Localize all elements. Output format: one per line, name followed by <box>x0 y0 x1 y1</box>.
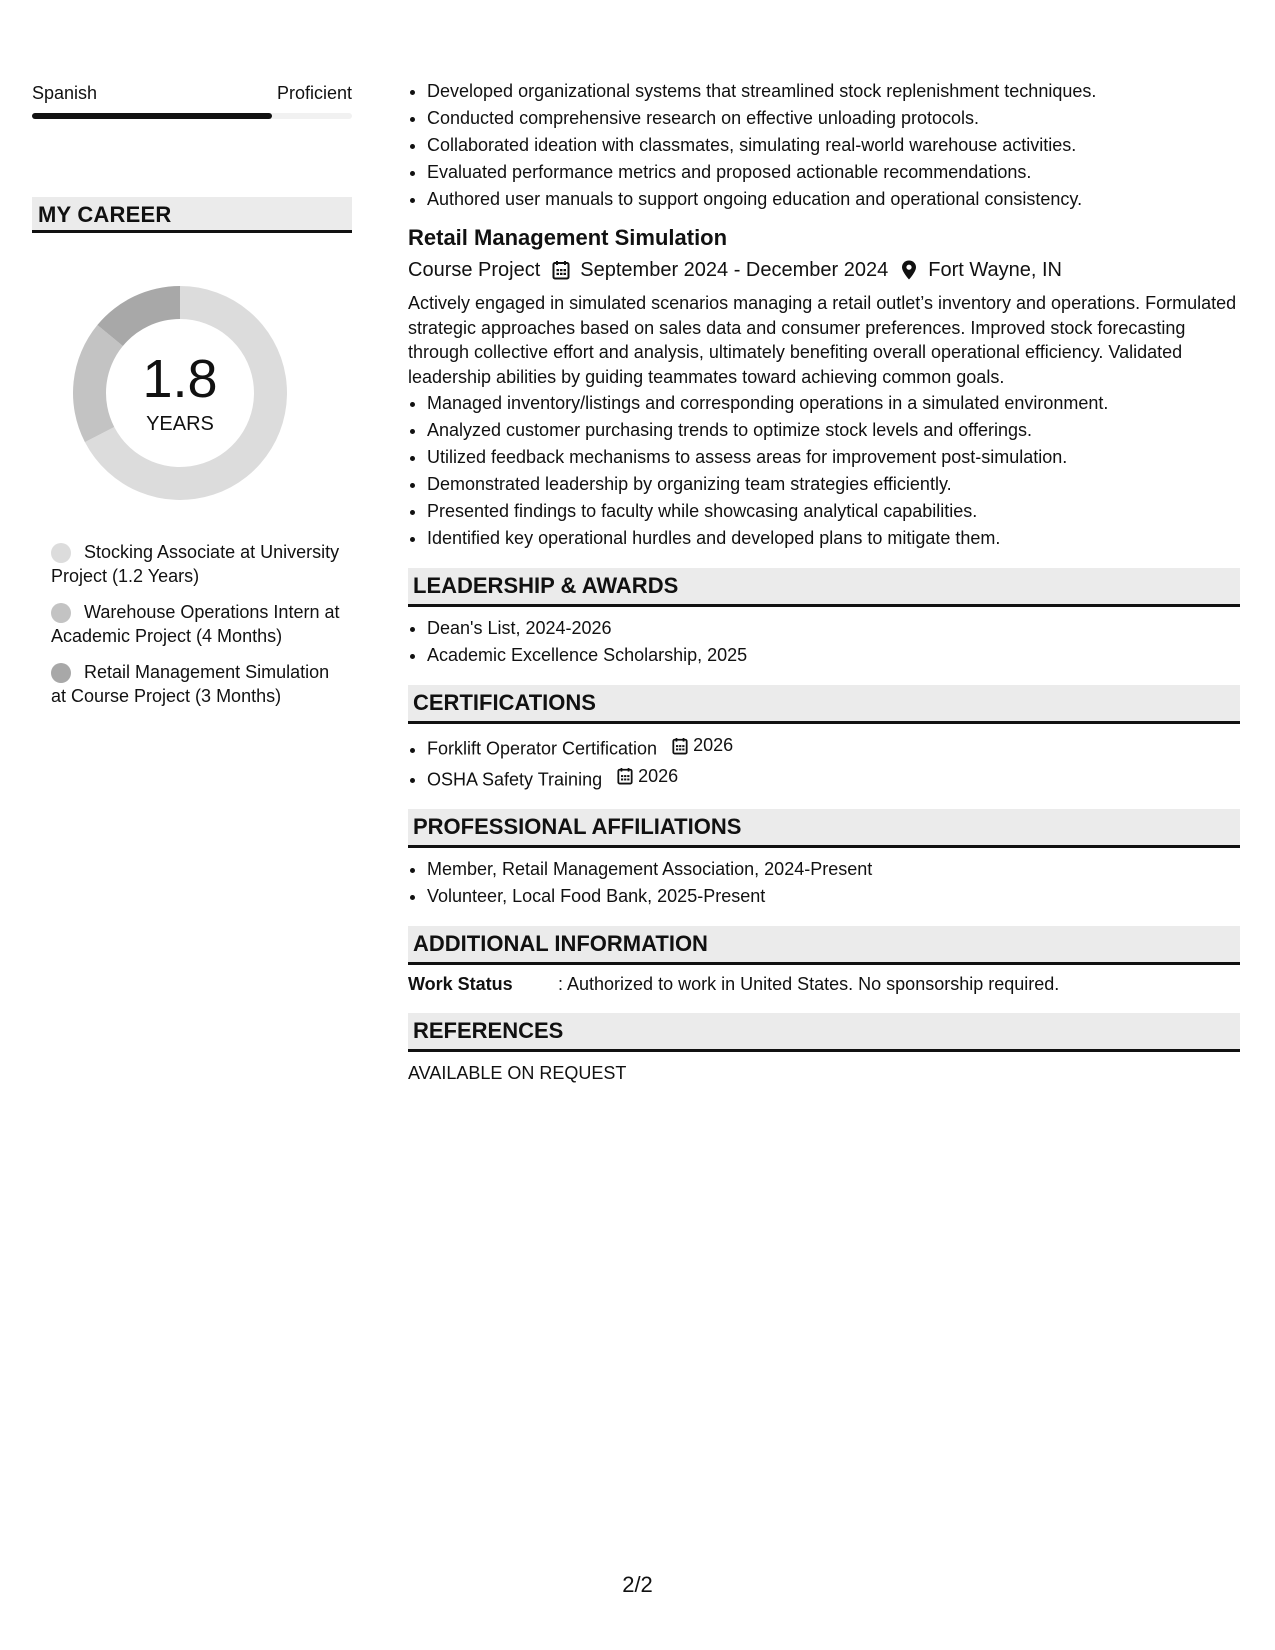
legend-item <box>51 540 341 588</box>
affiliations-section-header <box>408 809 1240 848</box>
career-total-unit: YEARS <box>146 413 214 435</box>
language-row <box>32 80 352 106</box>
certification-name: OSHA Safety Training <box>427 769 603 789</box>
certifications-section-header <box>408 685 1240 724</box>
certification-year-text: 2026 <box>638 765 679 786</box>
list-item: • Presented findings to faculty while showcasing analytical capabilities. <box>427 498 1240 525</box>
career-donut-chart <box>67 280 293 506</box>
list-item: • Identified key operational hurdles and developed plans to mitigate them. <box>427 525 1240 552</box>
list-item: • Dean's List, 2024-2026 <box>427 615 1240 642</box>
list-item: • Volunteer, Local Food Bank, 2025-Present <box>427 883 1240 910</box>
affiliations-list <box>408 856 1240 910</box>
certification-year <box>617 763 678 790</box>
section-title: LEADERSHIP & AWARDS <box>413 573 679 598</box>
right-column <box>408 78 1240 1086</box>
map-pin-icon <box>900 260 918 280</box>
legend-item <box>51 660 341 708</box>
legend-label: Warehouse Operations Intern at Academic Project (4 Months) <box>51 602 340 646</box>
certifications-list <box>408 732 1240 793</box>
section-title: PROFESSIONAL AFFILIATIONS <box>413 814 742 839</box>
calendar-icon <box>617 767 633 785</box>
legend-dot <box>51 663 71 683</box>
leadership-section-header <box>408 568 1240 607</box>
list-item: • Analyzed customer purchasing trends to optimize stock levels and offerings. <box>427 417 1240 444</box>
work-status-row <box>408 971 1240 997</box>
work-status-value: : Authorized to work in United States. No sponsorship required. <box>558 974 1060 994</box>
certification-name: Forklift Operator Certification <box>427 738 658 759</box>
list-item: • Member, Retail Management Association, 2024-Present <box>427 856 1240 883</box>
references-text: AVAILABLE ON REQUEST <box>408 1063 627 1083</box>
list-item: • Conducted comprehensive research on effective unloading protocols. <box>427 105 1240 132</box>
previous-experience-bullets <box>408 78 1240 213</box>
calendar-icon <box>552 260 570 280</box>
leadership-list <box>408 615 1240 669</box>
work-status-label: Work Status <box>408 974 513 994</box>
references-section-header <box>408 1013 1240 1052</box>
career-section-header <box>32 197 352 233</box>
experience-bullets <box>408 390 1240 552</box>
career-total-value: 1.8 <box>142 349 218 409</box>
experience-meta <box>408 255 1240 285</box>
additional-info-section-header <box>408 926 1240 965</box>
experience-company: Course Project <box>408 259 541 281</box>
legend-label: Retail Management Simulation at Course Project (3 Months) <box>51 662 330 706</box>
language-proficiency-fill <box>32 113 272 119</box>
legend-label: Stocking Associate at University Project (1.2 Years) <box>51 542 340 586</box>
section-title: ADDITIONAL INFORMATION <box>413 931 708 956</box>
list-item: • Developed organizational systems that streamlined stock replenishment techniques. <box>427 78 1240 105</box>
legend-dot <box>51 543 71 563</box>
list-item: • Authored user manuals to support ongoing education and operational consistency. <box>427 186 1240 213</box>
list-item: • Utilized feedback mechanisms to assess areas for improvement post-simulation. <box>427 444 1240 471</box>
list-item: • Managed inventory/listings and corresponding operations in a simulated environment. <box>427 390 1240 417</box>
list-item <box>427 763 1240 794</box>
experience-dates: September 2024 - December 2024 <box>580 259 889 281</box>
career-legend <box>51 540 341 720</box>
language-proficiency-bar <box>32 113 352 119</box>
additional-info-section-body <box>408 971 1240 997</box>
certification-year <box>672 732 733 759</box>
certification-year-text: 2026 <box>693 735 734 755</box>
list-item: • Academic Excellence Scholarship, 2025 <box>427 642 1240 669</box>
list-item: • Demonstrated leadership by organizing team strategies efficiently. <box>427 471 1240 498</box>
calendar-icon <box>672 737 688 755</box>
donut-center <box>67 280 293 506</box>
references-section-body <box>408 1060 1240 1086</box>
affiliations-section-body <box>408 856 1240 910</box>
list-item <box>427 732 1240 763</box>
section-title: CERTIFICATIONS <box>413 690 596 715</box>
language-level: Proficient <box>276 83 352 103</box>
career-section-title: MY CAREER <box>38 202 172 227</box>
legend-dot <box>51 603 71 623</box>
experience-description: Actively engaged in simulated scenarios managing a retail outlet’s inventory and operations. Formulated strategic approaches based on sales data and consumer preferences. Improved stock forecasting through collective effort and analysis, ultimately benefiting overall operational efficiency. Validated leadership abilities by guiding teammates toward achieving common goals. <box>408 293 1237 387</box>
section-title: REFERENCES <box>413 1018 564 1043</box>
list-item: • Collaborated ideation with classmates, simulating real-world warehouse activities. <box>427 132 1240 159</box>
legend-item <box>51 600 341 648</box>
leadership-section-body <box>408 615 1240 669</box>
language-name: Spanish <box>32 83 98 103</box>
certifications-section-body <box>408 732 1240 793</box>
page-number: 2/2 <box>622 1572 653 1597</box>
list-item: • Evaluated performance metrics and proposed actionable recommendations. <box>427 159 1240 186</box>
experience-location: Fort Wayne, IN <box>928 259 1062 281</box>
experience-title: Retail Management Simulation <box>408 225 728 250</box>
